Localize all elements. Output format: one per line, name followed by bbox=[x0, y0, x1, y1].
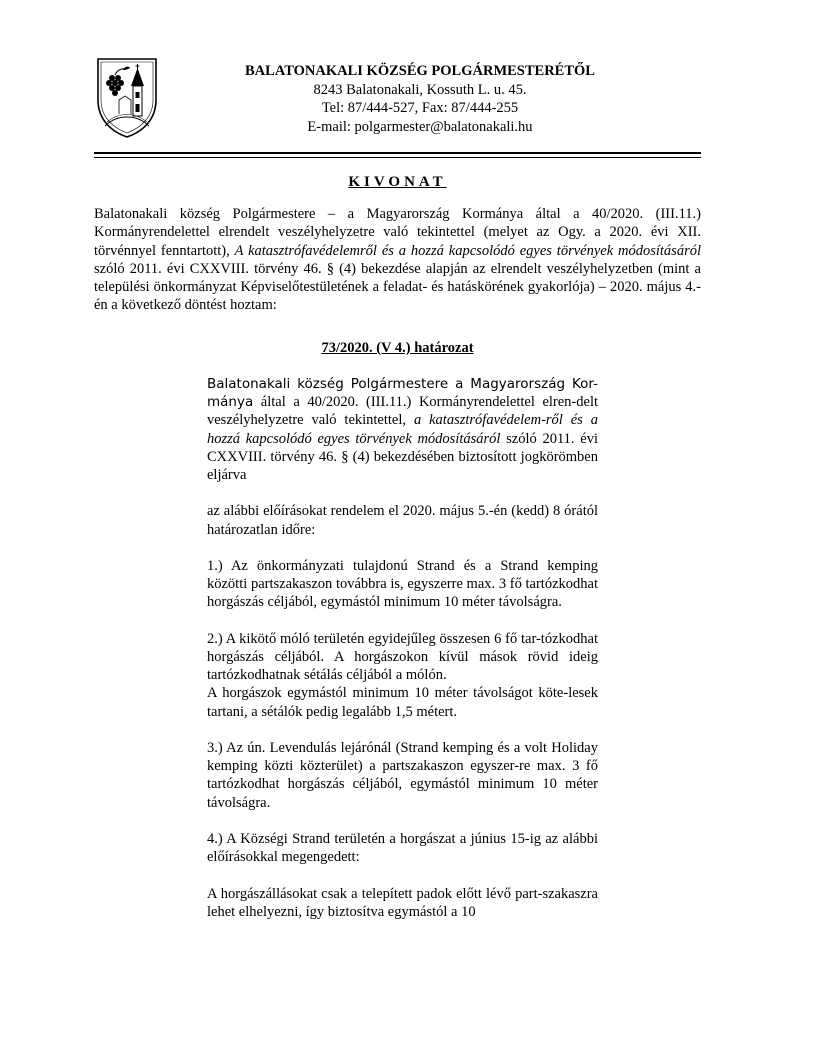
letterhead bbox=[180, 62, 660, 136]
preamble-text-2: szóló 2011. évi CXXVIII. törvény 46. § (4) bekezdésében biztosított jogkörömben eljárva bbox=[207, 430, 598, 484]
coat-of-arms-icon bbox=[95, 56, 159, 140]
intro-paragraph bbox=[94, 205, 701, 315]
rule-item-2-part-a: 2.) A kikötő móló területén egyidejűleg összesen 6 fő tar-tózkodhat horgászás céljából. A horgászokon kívül mások rövid ideig tartózkodhatnak sétálás céljából a mólón. bbox=[207, 630, 598, 684]
resolution-order: az alábbi előírásokat rendelem el 2020. május 5.-én (kedd) 8 órától határozatlan időre: bbox=[207, 503, 598, 538]
resolution-preamble bbox=[207, 375, 598, 484]
rule-item-2-part-b: A horgászok egymástól minimum 10 méter távolságot köte-lesek tartani, a sétálók pedig legalább 1,5 métert. bbox=[207, 685, 598, 720]
preamble-sans-text: Balatonakali község Polgármestere a Magyarország Kor-mánya bbox=[207, 376, 598, 411]
office-email: E-mail: polgarmester@balatonakali.hu bbox=[307, 118, 533, 135]
header-divider-thick bbox=[94, 152, 701, 154]
preamble-law-title: a katasztrófavédelem-ről és a hozzá kapcsolódó egyes törvények módosításáról bbox=[207, 412, 598, 447]
resolution-body bbox=[207, 375, 598, 939]
office-address: 8243 Balatonakali, Kossuth L. u. 45. bbox=[313, 81, 527, 98]
preamble-text-1: által a 40/2020. (III.11.) Kormányrendelettel elren-delt veszélyhelyzetre való tekintettel, bbox=[207, 394, 598, 429]
header-divider-thin bbox=[94, 157, 701, 158]
intro-law-title: A katasztrófavédelemről és a hozzá kapcsolódó egyes törvények módosításáról bbox=[234, 242, 701, 259]
resolution-number: 73/2020. (V 4.) határozat bbox=[321, 340, 474, 356]
office-phone: Tel: 87/444-527, Fax: 87/444-255 bbox=[321, 100, 519, 116]
rule-item-4: 4.) A Községi Strand területén a horgászat a június 15-ig az alábbi előírásokkal megengedett: bbox=[207, 831, 598, 866]
rule-item-3: 3.) Az ún. Levendulás lejárónál (Strand kemping és a volt Holiday kemping közti közterület) a partszakaszon egyszer-re max. 3 fő tartózkodhat horgászás céljából, egymástól minimum 10 méter távolságra. bbox=[207, 740, 598, 811]
document-title: KIVONAT bbox=[348, 174, 447, 190]
rule-item-1: 1.) Az önkormányzati tulajdonú Strand és a Strand kemping közötti partszakaszon továbbra is, egyszerre max. 3 fő tartózkodhat horgászás céljából, egymástól minimum 10 méter távolságra. bbox=[207, 558, 598, 611]
intro-text-1: Balatonakali község Polgármestere – a Magyarország Kormánya által a 40/2020. (III.11.) Kormányrendelettel elrendelt veszélyhelyzetre való tekintettel (melyet az Ogy. a 2020. évi XII. törvénnyel fenntartott), bbox=[94, 206, 701, 259]
rule-item-4-detail: A horgászállásokat csak a telepített padok előtt lévő part-szakaszra lehet elhelyezni, így biztosítva egymástól a 10 bbox=[207, 885, 598, 920]
intro-text-2: szóló 2011. évi CXXVIII. törvény 46. § (4) bekezdése alapján az elrendelt veszélyhelyzetben (mint a települési önkormányzat Képviselőtestületének a feladat- és hatáskörének gyakorlója) – 2020. május 4.-én a következő döntést hoztam: bbox=[94, 260, 701, 314]
office-name: BALATONAKALI KÖZSÉG POLGÁRMESTERÉTŐL bbox=[245, 63, 595, 79]
rule-item-2 bbox=[207, 630, 598, 721]
